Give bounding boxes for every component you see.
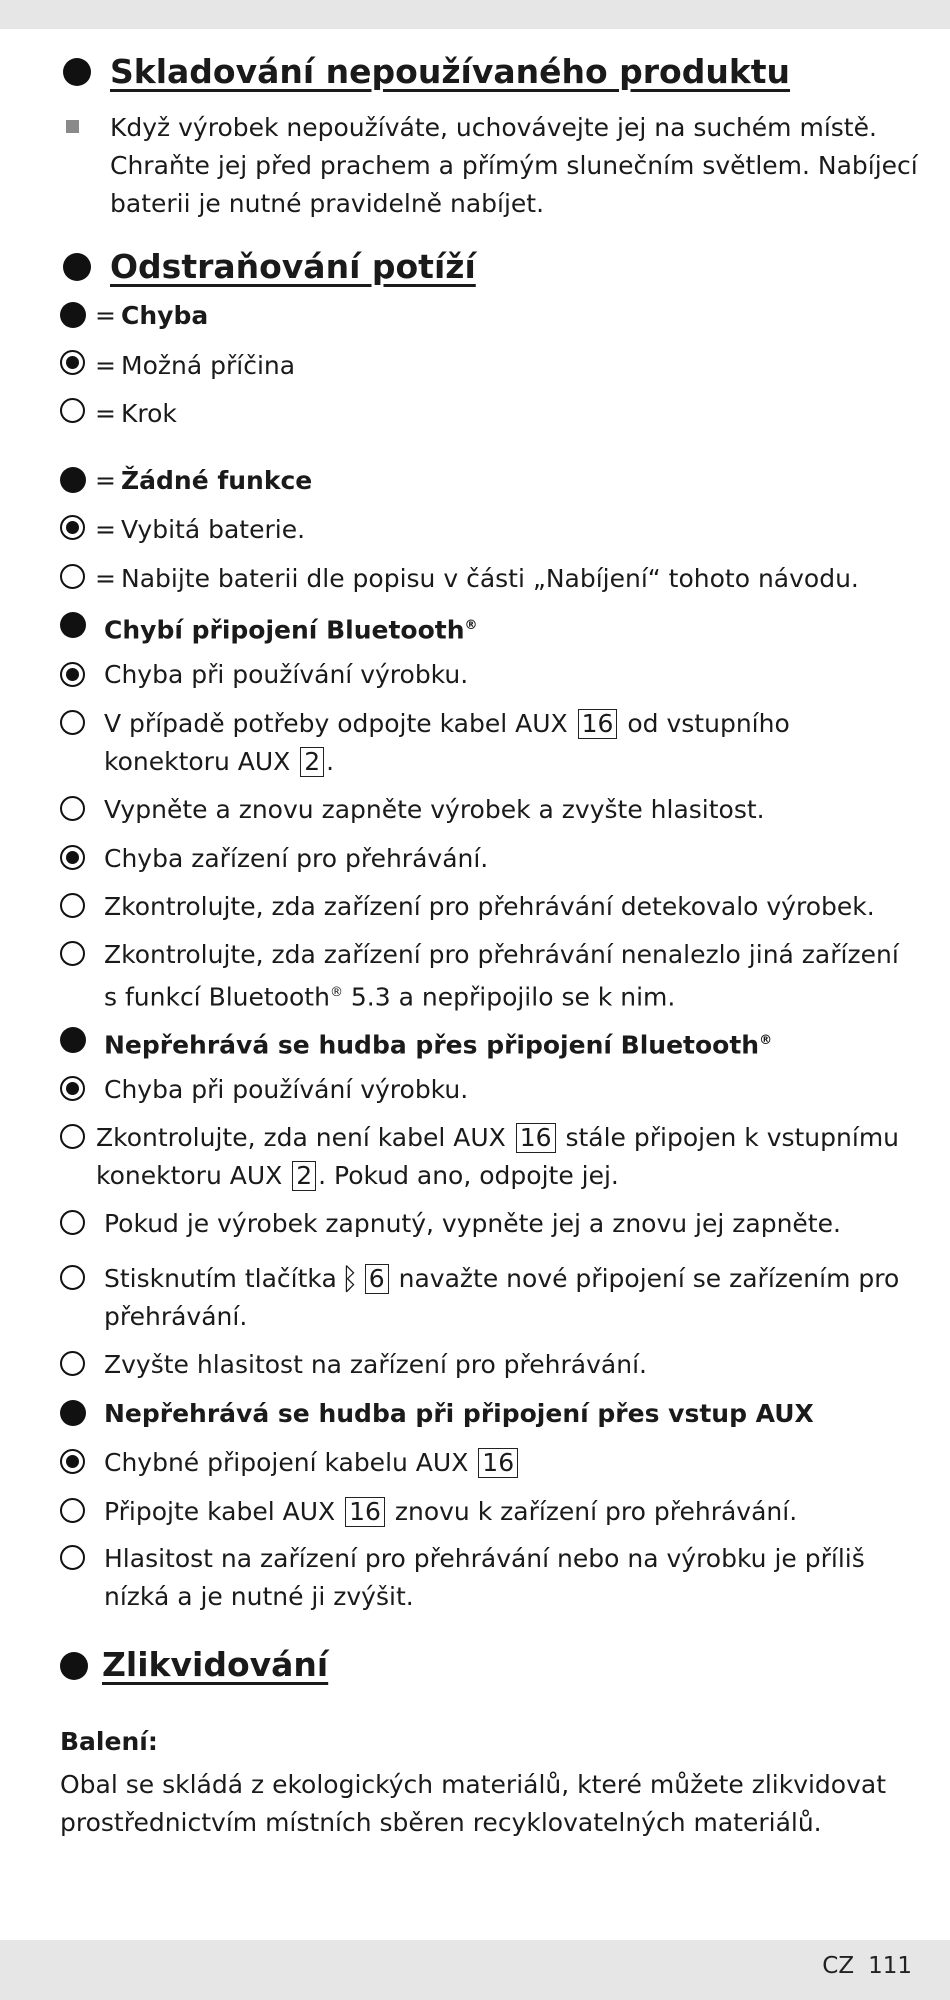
step-circle-icon [60, 1210, 85, 1235]
step-text-cont: konektoru AUX 2 . [104, 747, 335, 776]
error-dot-icon [60, 302, 86, 328]
cause-target-icon [60, 1076, 85, 1101]
issue-title: Chybí připojení Bluetooth® [104, 615, 478, 645]
step-text: Stisknutím tlačítka ᛒ 6 navažte nové připojení se zařízením pro [104, 1262, 900, 1297]
step-circle-icon [60, 941, 85, 966]
legend-step: Krok [121, 399, 177, 428]
issue-title: Žádné funkce [121, 466, 313, 495]
step-text: Zvyšte hlasitost na zařízení pro přehrávání. [104, 1350, 647, 1379]
page-footer [808, 1953, 912, 1979]
cause-text: Vybitá baterie. [121, 515, 306, 544]
ref-box: 16 [478, 1448, 518, 1478]
cause-target-icon [60, 845, 85, 870]
step-text: Pokud je výrobek zapnutý, vypněte jej a znovu jej zapněte. [104, 1209, 841, 1238]
top-band [0, 0, 950, 29]
section-bullet-icon [60, 1652, 88, 1680]
step-text: Hlasitost na zařízení pro přehrávání nebo na výrobku je příliš [104, 1544, 865, 1573]
step-text-cont: s funkcí Bluetooth® 5.3 a nepřipojilo se k nim. [104, 982, 676, 1012]
step-circle-icon [60, 1351, 85, 1376]
cause-target-icon [60, 1449, 85, 1474]
subheading-packaging: Balení: [60, 1727, 158, 1756]
step-text: Nabijte baterii dle popisu v části „Nabíjení“ tohoto návodu. [121, 564, 859, 593]
section-bullet-icon [63, 58, 91, 86]
page-number: 111 [868, 1953, 912, 1979]
cause-text: Chyba zařízení pro přehrávání. [104, 844, 489, 873]
error-dot-icon [60, 1027, 86, 1053]
cause-text: Chyba při používání výrobku. [104, 1075, 469, 1104]
step-text: Zkontrolujte, zda není kabel AUX 16 stále připojen k vstupnímu [96, 1123, 900, 1152]
section-bullet-icon [63, 253, 91, 281]
step-circle-icon [60, 1498, 85, 1523]
ref-box: 16 [578, 709, 618, 739]
ref-box: 6 [365, 1264, 389, 1294]
step-circle-icon [60, 1545, 85, 1570]
error-dot-icon [60, 1400, 86, 1426]
legend-equals: = [95, 351, 116, 380]
bluetooth-icon: ᛒ [340, 1262, 359, 1297]
square-bullet-icon [66, 120, 79, 133]
legend-equals: = [95, 399, 116, 428]
disposal-line-1: Obal se skládá z ekologických materiálů, které můžete zlikvidovat [60, 1770, 887, 1799]
step-circle-icon [60, 893, 85, 918]
step-circle-icon [60, 1265, 85, 1290]
step-circle-icon [60, 564, 85, 589]
legend-error: Chyba [121, 301, 209, 330]
ref-box: 2 [292, 1161, 316, 1191]
storage-line-2: Chraňte jej před prachem a přímým slunečním světlem. Nabíjecí [110, 151, 918, 180]
legend-equals: = [95, 515, 116, 544]
error-dot-icon [60, 612, 86, 638]
issue-title: Nepřehrává se hudba přes připojení Bluetooth® [104, 1030, 773, 1060]
step-text: V případě potřeby odpojte kabel AUX 16 od vstupního [104, 709, 790, 738]
section-title-storage: Skladování nepoužívaného produktu [110, 52, 791, 91]
section-title-disposal: Zlikvidování [102, 1645, 329, 1684]
step-text: Zkontrolujte, zda zařízení pro přehrávání detekovalo výrobek. [104, 892, 875, 921]
error-dot-icon [60, 467, 86, 493]
cause-target-icon [60, 662, 85, 687]
disposal-line-2: prostřednictvím místních sběren recyklovatelných materiálů. [60, 1808, 822, 1837]
step-circle-icon [60, 710, 85, 735]
legend-equals: = [95, 301, 116, 330]
issue-title: Nepřehrává se hudba při připojení přes vstup AUX [104, 1399, 814, 1428]
storage-line-1: Když výrobek nepoužíváte, uchovávejte jej na suchém místě. [110, 113, 877, 142]
legend-equals: = [95, 564, 116, 593]
step-text-cont: přehrávání. [104, 1302, 248, 1331]
step-circle-icon [60, 796, 85, 821]
ref-box: 2 [300, 747, 324, 777]
legend-cause: Možná příčina [121, 351, 296, 380]
legend-equals: = [95, 466, 116, 495]
ref-box: 16 [345, 1497, 385, 1527]
section-title-troubleshooting: Odstraňování potíží [110, 247, 476, 286]
step-circle-icon [60, 398, 85, 423]
cause-target-icon [60, 350, 85, 375]
step-text-cont: konektoru AUX 2 . Pokud ano, odpojte jej. [96, 1161, 619, 1190]
step-text: Zkontrolujte, zda zařízení pro přehrávání nenalezlo jiná zařízení [104, 940, 899, 969]
footer-lang: CZ [822, 1953, 855, 1979]
step-circle-icon [60, 1124, 85, 1149]
step-text: Připojte kabel AUX 16 znovu k zařízení pro přehrávání. [104, 1497, 798, 1526]
cause-text: Chybné připojení kabelu AUX 16 [104, 1444, 520, 1482]
ref-box: 16 [516, 1123, 556, 1153]
cause-target-icon [60, 515, 85, 540]
step-text: Vypněte a znovu zapněte výrobek a zvyšte hlasitost. [104, 795, 765, 824]
storage-line-3: baterii je nutné pravidelně nabíjet. [110, 189, 545, 218]
step-text-cont: nízká a je nutné ji zvýšit. [104, 1582, 414, 1611]
cause-text: Chyba při používání výrobku. [104, 660, 469, 689]
